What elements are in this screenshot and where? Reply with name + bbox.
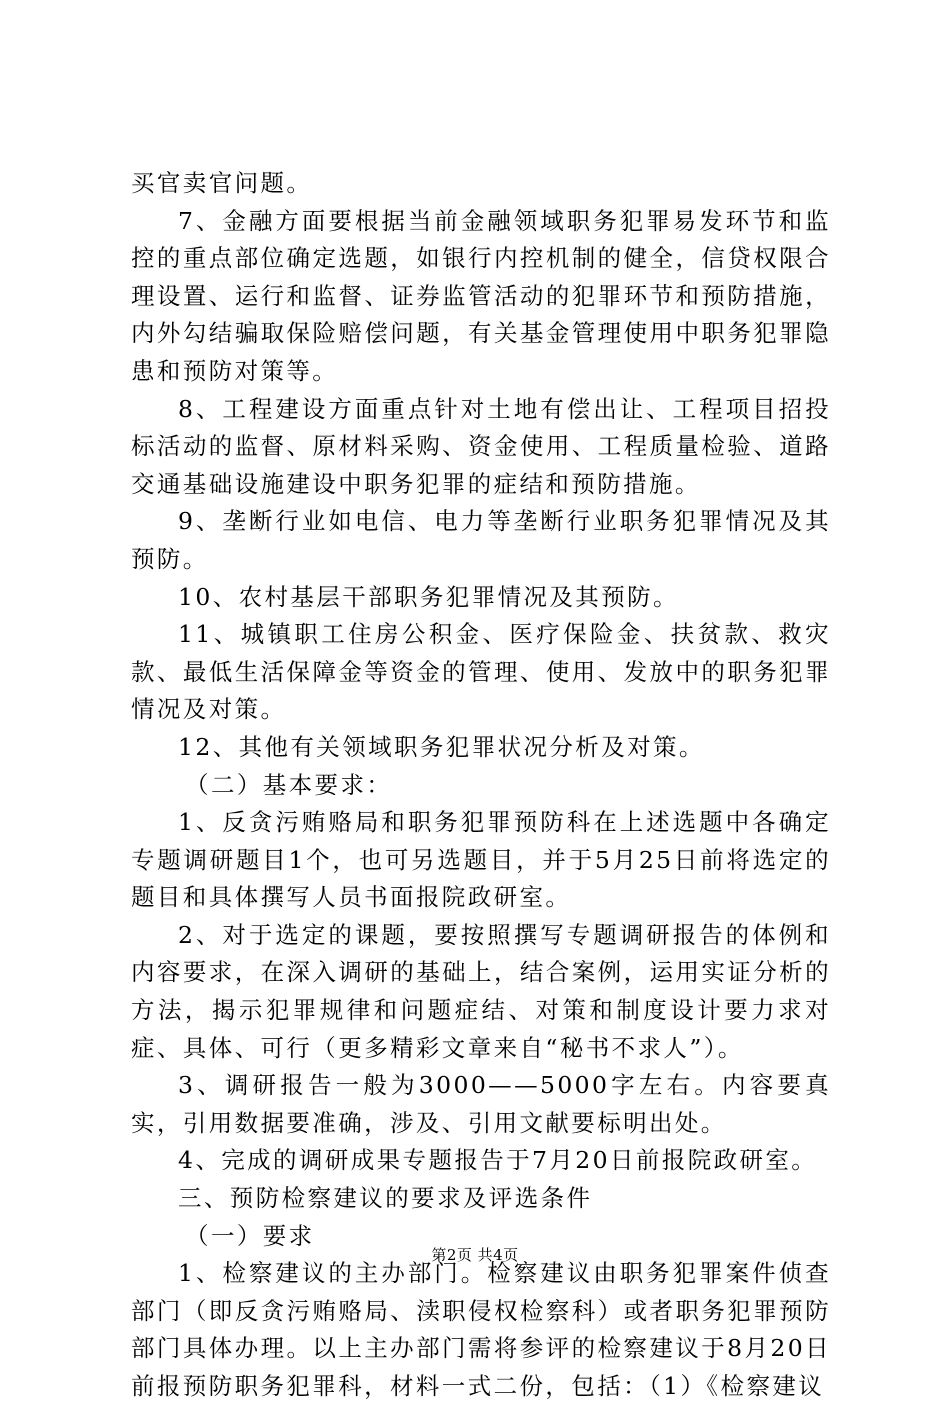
- paragraph-continuation: 买官卖官问题。: [131, 169, 313, 197]
- page-footer: 第2页 共4页: [431, 1246, 519, 1264]
- paragraph-item-9: 9、垄断行业如电信、电力等垄断行业职务犯罪情况及其预防。: [131, 507, 831, 573]
- section-heading-requirements: （一）要求: [185, 1221, 315, 1250]
- section-heading-basic-requirements: （二）基本要求：: [185, 770, 393, 799]
- paragraph-item-12: 12、其他有关领域职务犯罪状况分析及对策。: [178, 732, 705, 761]
- paragraph-item-10: 10、农村基层干部职务犯罪情况及其预防。: [178, 582, 679, 611]
- paragraph-requirement-4: 4、完成的调研成果专题报告于7月20日前报院政研室。: [178, 1146, 818, 1175]
- document-body: [131, 165, 831, 1406]
- paragraph-item-11: 11、城镇职工住房公积金、医疗保险金、扶贫款、救灾款、最低生活保障金等资金的管理、使用、发放中的职务犯罪情况及对策。: [131, 620, 831, 724]
- paragraph-requirement-1: 1、反贪污贿赂局和职务犯罪预防科在上述选题中各确定专题调研题目1个，也可另选题目，并于5月25日前将选定的题目和具体撰写人员书面报院政研室。: [131, 808, 831, 912]
- paragraph-item-7: 7、金融方面要根据当前金融领域职务犯罪易发环节和监控的重点部位确定选题，如银行内控机制的健全，信贷权限合理设置、运行和监督、证券监管活动的犯罪环节和预防措施，内外勾结骗取保险赔偿问题，有关基金管理使用中职务犯罪隐患和预防对策等。: [131, 206, 831, 385]
- paragraph-item-8: 8、工程建设方面重点针对土地有偿出让、工程项目招投标活动的监督、原材料采购、资金使用、工程质量检验、道路交通基础设施建设中职务犯罪的症结和预防措施。: [131, 394, 831, 498]
- paragraph-requirement-3: 3、调研报告一般为3000——5000字左右。内容要真实，引用数据要准确，涉及、引用文献要标明出处。: [131, 1071, 831, 1137]
- section-heading-part-three: 三、预防检察建议的要求及评选条件: [178, 1184, 593, 1213]
- paragraph-suggestion-1: 1、检察建议的主办部门。检察建议由职务犯罪案件侦查部门（即反贪污贿赂局、渎职侵权检察科）或者职务犯罪预防部门具体办理。以上主办部门需将参评的检察建议于8月20日前报预防职务犯罪科，材料一式二份，包括：（1）《检察建议: [131, 1259, 831, 1400]
- paragraph-requirement-2: 2、对于选定的课题，要按照撰写专题调研报告的体例和内容要求，在深入调研的基础上，结合案例，运用实证分析的方法，揭示犯罪规律和问题症结、对策和制度设计要力求对症、具体、可行（更多精彩文章来自“秘书不求人”）。: [131, 920, 831, 1062]
